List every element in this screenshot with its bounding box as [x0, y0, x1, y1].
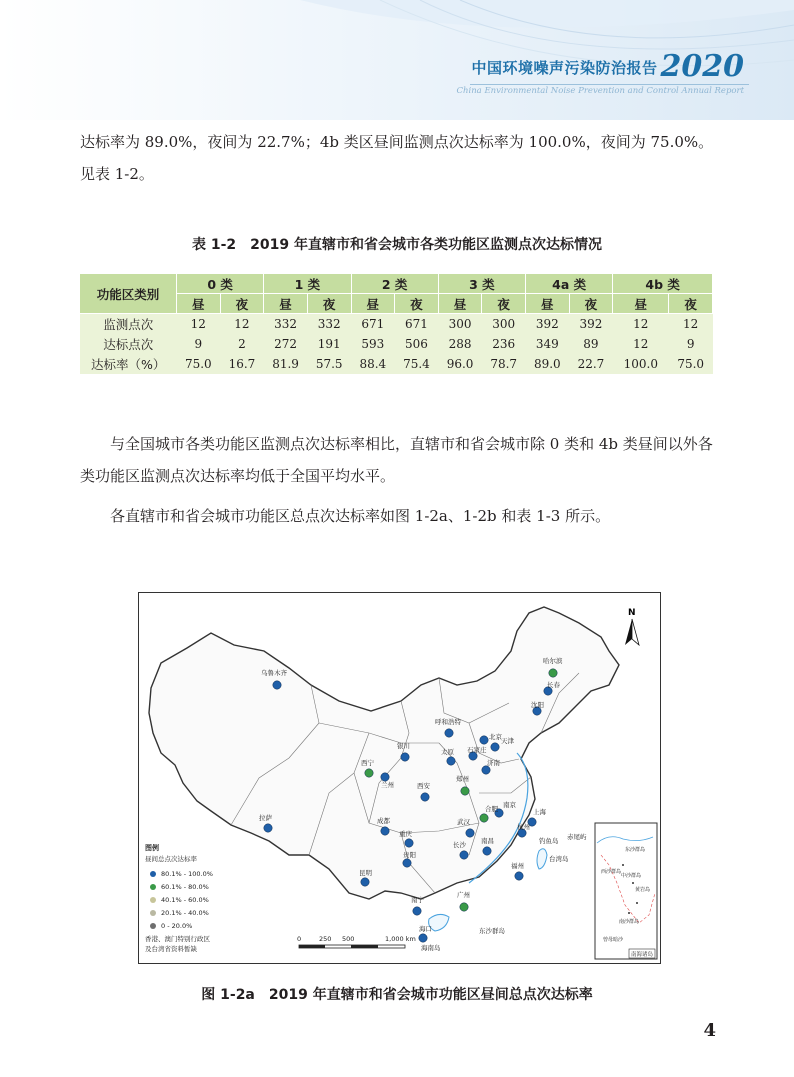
city-label: 成都 — [377, 817, 390, 825]
inset-title: 南海诸岛 — [631, 952, 654, 958]
table-cell: 332 — [264, 314, 308, 335]
group-header: 1 类 — [264, 274, 351, 294]
diaoyu-label: 钓鱼岛 — [539, 837, 559, 845]
city-label: 沈阳 — [531, 701, 544, 709]
table-cell: 96.0 — [438, 354, 482, 374]
day-header: 昼 — [613, 294, 669, 314]
city-marker-chongqing — [405, 839, 413, 847]
city-label: 武汉 — [457, 818, 470, 826]
city-marker-lhasa — [264, 824, 272, 832]
table-cell: 100.0 — [613, 354, 669, 374]
city-marker-urumqi — [273, 681, 281, 689]
legend-item-label: 20.1% - 40.0% — [161, 909, 209, 917]
inset-place-label: 曾母暗沙 — [603, 937, 624, 943]
chiwei-label: 赤尾屿 — [567, 833, 587, 841]
city-marker-yinchuan — [401, 753, 409, 761]
china-map-figure — [138, 592, 661, 964]
table-cell: 16.7 — [220, 354, 264, 374]
city-marker-jinan — [482, 766, 490, 774]
city-label: 太原 — [441, 748, 454, 756]
night-header: 夜 — [669, 294, 713, 314]
row-label: 达标率（%） — [80, 354, 177, 374]
city-marker-guangzhou — [460, 903, 468, 911]
table-cell: 12 — [613, 334, 669, 354]
night-header: 夜 — [220, 294, 264, 314]
city-label: 哈尔滨 — [543, 657, 563, 665]
legend-item-label: 40.1% - 60.0% — [161, 896, 209, 904]
north-label: N — [628, 608, 636, 618]
night-header: 夜 — [395, 294, 439, 314]
table-cell: 2 — [220, 334, 264, 354]
city-marker-changsha — [460, 851, 468, 859]
paragraph-1: 达标率为 89.0%，夜间为 22.7%；4b 类区昼间监测点次达标率为 100.0%，夜间为 75.0%。见表 1-2。 — [80, 133, 714, 183]
city-label: 呼和浩特 — [435, 718, 461, 726]
night-header: 夜 — [569, 294, 613, 314]
table-cell: 12 — [669, 314, 713, 335]
table-cell: 272 — [264, 334, 308, 354]
row-label: 监测点次 — [80, 314, 177, 335]
paragraph-3: 各直辖市和省会城市功能区总点次达标率如图 1-2a、1-2b 和表 1-3 所示。 — [110, 507, 611, 525]
figure-caption: 图 1-2a 2019 年直辖市和省会城市功能区昼间总点次达标率 — [201, 987, 593, 1003]
table-row — [80, 314, 713, 335]
legend-swatch — [150, 884, 156, 890]
city-label: 西宁 — [361, 759, 374, 767]
city-label: 贵阳 — [403, 851, 416, 859]
day-header: 昼 — [177, 294, 221, 314]
table-cell: 506 — [395, 334, 439, 354]
dongsha-label: 东沙群岛 — [479, 927, 505, 935]
table-cell: 236 — [482, 334, 526, 354]
china-map — [139, 593, 660, 963]
table-cell: 89.0 — [526, 354, 570, 374]
table-cell: 9 — [669, 334, 713, 354]
legend-item-label: 80.1% - 100.0% — [161, 870, 213, 878]
table-cell: 12 — [177, 314, 221, 335]
group-header: 4b 类 — [613, 274, 713, 294]
city-label: 兰州 — [381, 781, 394, 789]
city-marker-beijing — [480, 736, 488, 744]
day-header: 昼 — [438, 294, 482, 314]
report-title — [471, 49, 744, 84]
city-marker-chengdu — [381, 827, 389, 835]
city-label: 天津 — [501, 737, 514, 745]
table-cell: 300 — [482, 314, 526, 335]
map-legend — [145, 843, 213, 953]
city-label: 海口 — [419, 925, 432, 933]
city-label: 拉萨 — [259, 814, 272, 822]
inset-place-label: 黄岩岛 — [635, 887, 651, 893]
table-cell: 81.9 — [264, 354, 308, 374]
table-cell: 288 — [438, 334, 482, 354]
city-label: 南宁 — [411, 896, 424, 904]
table-cell: 332 — [307, 314, 351, 335]
table-cell: 9 — [177, 334, 221, 354]
hainan-label: 海南岛 — [421, 944, 441, 952]
taiwan-island — [537, 849, 547, 869]
north-arrow-icon — [625, 608, 639, 645]
legend-swatch — [150, 910, 156, 916]
city-label: 杭州 — [517, 823, 530, 831]
scale-tick: 500 — [342, 935, 355, 943]
table-cell: 300 — [438, 314, 482, 335]
night-header: 夜 — [482, 294, 526, 314]
row-label: 达标点次 — [80, 334, 177, 354]
city-marker-taiyuan — [447, 757, 455, 765]
taiwan-label: 台湾岛 — [549, 855, 569, 863]
legend-swatch — [150, 871, 156, 877]
report-title-en: China Environmental Noise Prevention and Control Annual Report — [456, 86, 744, 96]
city-label: 合肥 — [485, 805, 498, 813]
city-label: 西安 — [417, 782, 430, 790]
legend-subtitle: 昼间总点次达标率 — [145, 855, 197, 863]
city-label: 上海 — [533, 808, 546, 816]
city-marker-tianjin — [491, 743, 499, 751]
group-header: 3 类 — [438, 274, 525, 294]
city-label: 济南 — [487, 759, 500, 767]
city-label: 重庆 — [399, 830, 412, 838]
page-number: 4 — [703, 1020, 716, 1041]
city-marker-hefei — [480, 814, 488, 822]
inset-place-label: 中沙群岛 — [621, 873, 642, 879]
table-cell: 191 — [307, 334, 351, 354]
city-marker-zhengzhou — [461, 787, 469, 795]
table-cell: 349 — [526, 334, 570, 354]
city-marker-xian — [421, 793, 429, 801]
night-header: 夜 — [307, 294, 351, 314]
city-label: 福州 — [511, 862, 524, 870]
city-marker-haikou — [419, 934, 427, 942]
table-cell: 75.0 — [177, 354, 221, 374]
legend-item-label: 60.1% - 80.0% — [161, 883, 209, 891]
table-row — [80, 354, 713, 374]
city-marker-guiyang — [403, 859, 411, 867]
table-cell: 22.7 — [569, 354, 613, 374]
group-header: 4a 类 — [526, 274, 613, 294]
city-marker-hohhot — [445, 729, 453, 737]
scale-tick: 250 — [319, 935, 332, 943]
city-marker-nanning — [413, 907, 421, 915]
table-cell: 392 — [569, 314, 613, 335]
scale-tick: 1,000 km — [385, 935, 416, 943]
city-label: 乌鲁木齐 — [261, 669, 287, 677]
table-cell: 88.4 — [351, 354, 395, 374]
city-label: 北京 — [489, 733, 502, 741]
scale-bar — [297, 935, 416, 948]
city-marker-lanzhou — [381, 773, 389, 781]
city-marker-kunming — [361, 878, 369, 886]
city-label: 银川 — [397, 742, 410, 750]
day-header: 昼 — [351, 294, 395, 314]
city-label: 南京 — [503, 801, 516, 809]
table-cell: 392 — [526, 314, 570, 335]
header-rule — [470, 84, 749, 85]
legend-swatch — [150, 923, 156, 929]
table-cell: 75.0 — [669, 354, 713, 374]
report-title-cn: 中国环境噪声污染防治报告 — [471, 59, 658, 77]
legend-note: 香港、澳门特别行政区 — [145, 935, 210, 943]
table-cell: 57.5 — [307, 354, 351, 374]
table-caption: 表 1-2 2019 年直辖市和省会城市各类功能区监测点次达标情况 — [191, 237, 602, 253]
scale-tick: 0 — [297, 935, 302, 943]
group-header: 2 类 — [351, 274, 438, 294]
city-marker-fuzhou — [515, 872, 523, 880]
legend-title: 图例 — [145, 844, 159, 852]
city-label: 南昌 — [481, 837, 494, 845]
city-label: 郑州 — [456, 775, 469, 783]
city-label: 广州 — [457, 891, 470, 899]
table-cell: 75.4 — [395, 354, 439, 374]
legend-note: 及台湾省资料暂缺 — [145, 945, 197, 953]
city-label: 昆明 — [359, 869, 372, 877]
inset-place-label: 西沙群岛 — [601, 869, 622, 875]
compliance-table — [80, 274, 713, 374]
city-marker-xining — [365, 769, 373, 777]
paragraph-2: 与全国城市各类功能区监测点次达标率相比，直辖市和省会城市除 0 类和 4b 类昼间以外各类功能区监测点次达标率均低于全国平均水平。 — [80, 435, 713, 485]
table-cell: 593 — [351, 334, 395, 354]
table-row — [80, 334, 713, 354]
city-marker-nanchang — [483, 847, 491, 855]
city-label: 长春 — [547, 681, 560, 689]
group-header: 0 类 — [177, 274, 264, 294]
city-marker-harbin — [549, 669, 557, 677]
day-header: 昼 — [526, 294, 570, 314]
legend-swatch — [150, 897, 156, 903]
table-cell: 12 — [220, 314, 264, 335]
city-label: 长沙 — [453, 841, 466, 849]
table-cell: 671 — [395, 314, 439, 335]
table-cell: 671 — [351, 314, 395, 335]
inset-place-label: 南沙群岛 — [619, 919, 640, 925]
inset-place-label: 东沙群岛 — [625, 847, 646, 853]
day-header: 昼 — [264, 294, 308, 314]
south-china-sea-inset — [595, 823, 657, 959]
city-label: 石家庄 — [467, 746, 487, 754]
report-year: 2020 — [660, 49, 744, 84]
table-cell: 78.7 — [482, 354, 526, 374]
city-marker-wuhan — [466, 829, 474, 837]
legend-item-label: 0 - 20.0% — [161, 922, 193, 930]
table-cell: 12 — [613, 314, 669, 335]
table-cell: 89 — [569, 334, 613, 354]
table-corner-header: 功能区类别 — [80, 274, 177, 314]
